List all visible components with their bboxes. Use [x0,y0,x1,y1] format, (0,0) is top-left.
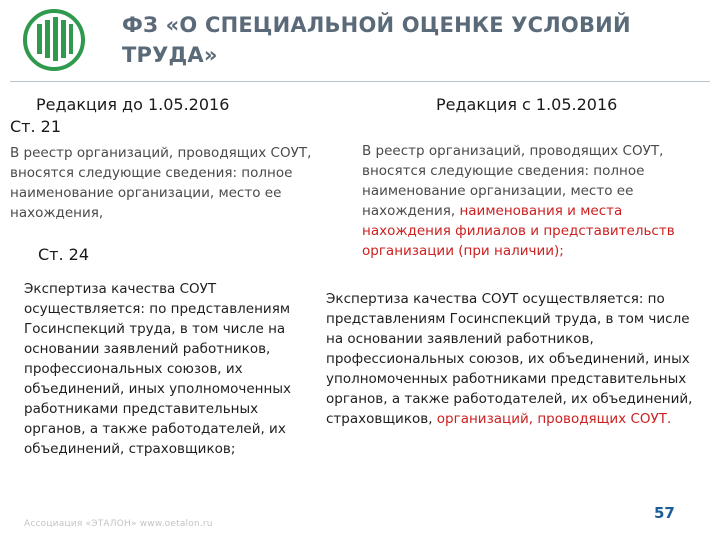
left-column-heading: Редакция до 1.05.2016 [36,95,230,114]
new-registry-text-added: наименования и места нахождения филиалов и представительств организации (при наличии); [362,203,675,259]
logo-icon [22,8,86,72]
new-expertise-text-added: организаций, проводящих СОУТ. [436,411,672,427]
article-24-label: Ст. 24 [38,245,90,264]
right-column-heading: Редакция с 1.05.2016 [436,95,618,114]
new-expertise-text [326,289,706,429]
page-title: ФЗ «О СПЕЦИАЛЬНОЙ ОЦЕНКЕ УСЛОВИЙ ТРУДА» [122,13,631,67]
footer-association: Ассоциация «ЭТАЛОН» www.oetalon.ru [24,519,213,529]
old-registry-text: В реестр организаций, проводящих СОУТ, вносятся следующие сведения: полное наименование организации, место ее нахождения, [10,145,312,221]
new-registry-text-unchanged: В реестр организаций, проводящих СОУТ, вносятся следующие сведения: полное наименование организации, место ее нахождения, [362,143,664,219]
page-number: 57 [654,504,675,522]
new-expertise-text-unchanged: Экспертиза качества СОУТ осуществляется: по представлениям Госинспекций труда, в том числе на основании заявлений работников, профессиональных союзов, их объединений, иных уполномоченных работниками представительных органов, а также работодателей, их объединений, страховщиков, [326,291,693,427]
old-expertise-text: Экспертиза качества СОУТ осуществляется: по представлениям Госинспекций труда, в том числе на основании заявлений работников, профессиональных союзов, их объединений, иных уполномоченных работниками представительных органов, а также работодателей, их объединений, страховщиков; [24,281,291,457]
new-registry-text [362,141,702,261]
article-21-label: Ст. 21 [10,117,62,136]
header-divider [10,81,710,82]
